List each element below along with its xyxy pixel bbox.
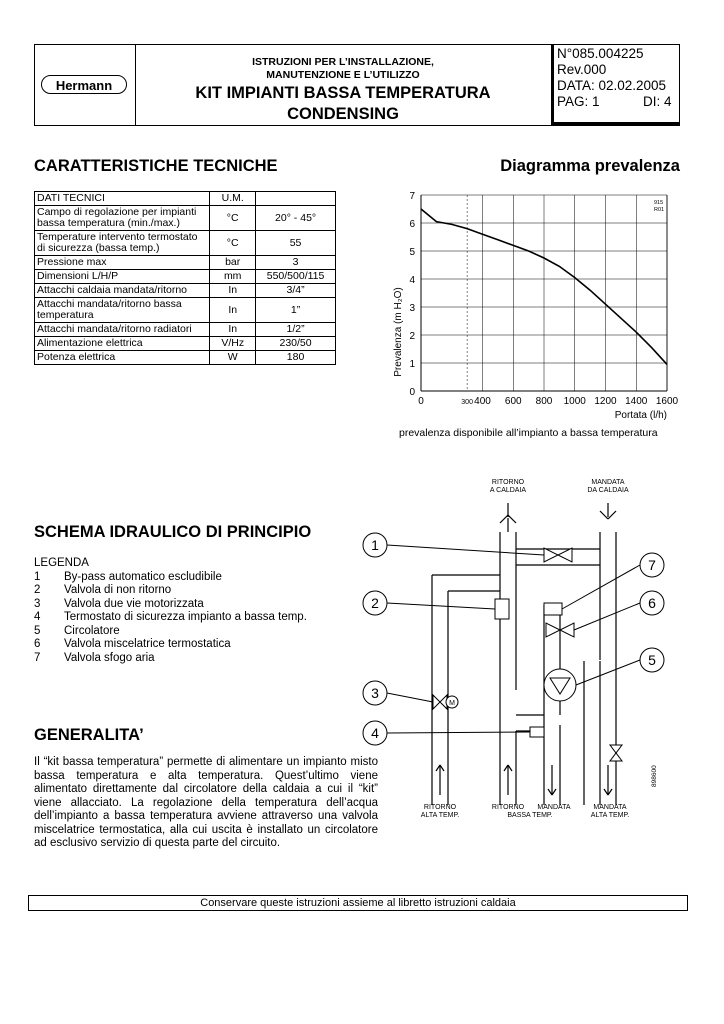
table-row	[35, 298, 336, 323]
subtitle: ISTRUZIONI PER L’INSTALLAZIONE, MANUTENZIONE E L’UTILIZZO	[252, 56, 434, 81]
legend-number: 7	[34, 651, 41, 664]
table-cell: 180	[256, 351, 336, 365]
legend-number: 5	[34, 624, 41, 637]
y-tick-label: 6	[409, 219, 415, 230]
table-row	[35, 231, 336, 256]
legend-number: 1	[34, 570, 41, 583]
x-tick-label: 1600	[655, 396, 679, 407]
table-cell: °C	[210, 206, 256, 231]
y-tick-label: 4	[409, 275, 415, 286]
table-row	[35, 284, 336, 298]
svg-text:ALTA TEMP.: ALTA TEMP.	[420, 812, 460, 819]
table-cell: 550/500/115	[256, 270, 336, 284]
legend-text: Valvola due vie motorizzata	[64, 597, 204, 610]
legend-item	[34, 584, 307, 598]
table-cell: 3/4”	[256, 284, 336, 298]
table-header-cell	[256, 192, 336, 206]
brand-logo: Hermann	[41, 75, 127, 94]
y-tick-label: 7	[409, 191, 415, 202]
svg-text:MANDATA: MANDATA	[593, 804, 627, 811]
table-cell: In	[210, 298, 256, 323]
document-title: KIT IMPIANTI BASSA TEMPERATURA CONDENSING	[195, 84, 491, 123]
y-tick-label: 5	[409, 247, 415, 258]
y-tick-label: 3	[409, 303, 415, 314]
table-row	[35, 323, 336, 337]
document-header	[34, 44, 680, 126]
page-info	[557, 94, 679, 110]
table-cell: V/Hz	[210, 337, 256, 351]
svg-text:RITORNO: RITORNO	[491, 804, 525, 811]
table-header-row	[35, 192, 336, 206]
chart-grid	[421, 195, 667, 391]
callout-5: 5	[648, 652, 656, 668]
table-row	[35, 351, 336, 365]
legend-item	[34, 652, 307, 666]
table-cell: Attacchi caldaia mandata/ritorno	[35, 284, 210, 298]
tech-heading: CARATTERISTICHE TECNICHE	[34, 157, 278, 175]
hydraulic-diagram	[360, 475, 690, 825]
x-tick-label: 0	[418, 396, 424, 407]
x-tick-label: 1200	[594, 396, 617, 407]
chart-code-top: 915	[654, 200, 664, 206]
legend-text: Valvola miscelatrice termostatica	[64, 638, 231, 650]
legend-text: By-pass automatico escludibile	[64, 570, 222, 583]
table-cell: Potenza elettrica	[35, 351, 210, 365]
table-cell: Alimentazione elettrica	[35, 337, 210, 351]
document-info	[551, 45, 679, 125]
table-cell: 20° - 45°	[256, 206, 336, 231]
footer-note: Conservare queste istruzioni assieme al libretto istruzioni caldaia	[28, 895, 688, 911]
tech-table-wrap	[34, 191, 336, 365]
table-cell: 1/2”	[256, 323, 336, 337]
table-cell: Temperature intervento termostato di sicurezza (bassa temp.)	[35, 231, 210, 256]
legend-title: LEGENDA	[34, 557, 89, 569]
page-total: DI: 4	[643, 94, 672, 109]
legend-item	[34, 598, 307, 612]
table-row	[35, 256, 336, 270]
table-cell: Campo di regolazione per impianti bassa temperatura (min./max.)	[35, 206, 210, 231]
y-axis-label: Prevalenza (m H₂O)	[393, 287, 404, 377]
table-cell: 3	[256, 256, 336, 270]
tech-table	[34, 191, 336, 365]
svg-text:BASSA TEMP.: BASSA TEMP.	[507, 812, 553, 819]
svg-text:DA CALDAIA: DA CALDAIA	[587, 487, 629, 494]
table-cell: Attacchi mandata/ritorno radiatori	[35, 323, 210, 337]
table-cell: 1”	[256, 298, 336, 323]
general-heading: GENERALITA’	[34, 726, 144, 744]
table-cell: W	[210, 351, 256, 365]
legend-item	[34, 638, 307, 652]
table-cell: bar	[210, 256, 256, 270]
callout-7: 7	[648, 557, 656, 573]
callout-6: 6	[648, 595, 656, 611]
table-cell: 55	[256, 231, 336, 256]
svg-text:ALTA TEMP.: ALTA TEMP.	[590, 812, 630, 819]
schema-heading: SCHEMA IDRAULICO DI PRINCIPIO	[34, 523, 312, 541]
legend-number: 3	[34, 597, 41, 610]
y-tick-label: 1	[409, 359, 415, 370]
y-tick-label: 2	[409, 331, 415, 342]
head-flow-chart	[388, 185, 688, 441]
table-cell: Attacchi mandata/ritorno bassa temperatura	[35, 298, 210, 323]
legend-text: Valvola sfogo aria	[64, 651, 155, 664]
x-tick-label: 300	[461, 399, 473, 406]
chart-caption: prevalenza disponibile all’impianto a bassa temperatura	[399, 427, 658, 439]
table-header-cell: U.M.	[210, 192, 256, 206]
legend-text: Circolatore	[64, 624, 120, 637]
table-row	[35, 270, 336, 284]
table-cell: °C	[210, 231, 256, 256]
legend	[34, 557, 307, 665]
callout-2: 2	[371, 595, 379, 611]
legend-item	[34, 625, 307, 639]
table-cell: 230/50	[256, 337, 336, 351]
doc-number: N°085.004225 Rev.000	[557, 46, 644, 77]
x-axis-label: Portata (l/h)	[614, 410, 667, 421]
legend-text: Valvola di non ritorno	[64, 584, 172, 596]
table-cell: Dimensioni L/H/P	[35, 270, 210, 284]
logo-cell	[35, 45, 136, 125]
table-row	[35, 337, 336, 351]
x-tick-label: 1400	[625, 396, 648, 407]
diagram-heading: Diagramma prevalenza	[500, 157, 680, 175]
svg-text:MANDATA: MANDATA	[537, 804, 571, 811]
table-cell: Pressione max	[35, 256, 210, 270]
x-tick-label: 400	[474, 396, 491, 407]
x-tick-label: 600	[504, 396, 522, 407]
schema-code: 898600	[651, 765, 658, 787]
table-header-cell: DATI TECNICI	[35, 192, 210, 206]
legend-item	[34, 611, 307, 625]
y-tick-label: 0	[409, 387, 415, 398]
svg-text:RITORNO: RITORNO	[423, 804, 457, 811]
chart-code-bottom: R01	[654, 207, 665, 213]
table-cell: mm	[210, 270, 256, 284]
callout-3: 3	[371, 685, 379, 701]
legend-text: Termostato di sicurezza impianto a bassa temp.	[64, 611, 307, 623]
table-cell: In	[210, 323, 256, 337]
legend-number: 2	[34, 584, 41, 596]
callout-4: 4	[371, 725, 379, 741]
table-cell: In	[210, 284, 256, 298]
title-cell	[135, 45, 551, 125]
x-tick-label: 1000	[563, 396, 586, 407]
svg-text:A CALDAIA: A CALDAIA	[489, 487, 527, 494]
legend-number: 4	[34, 611, 41, 623]
svg-text:MANDATA: MANDATA	[591, 479, 625, 486]
svg-text:RITORNO: RITORNO	[491, 479, 525, 486]
callout-1: 1	[371, 537, 379, 553]
motor-label: M	[449, 700, 455, 707]
doc-date: DATA: 02.02.2005	[557, 78, 667, 93]
legend-item	[34, 571, 307, 585]
legend-number: 6	[34, 638, 41, 650]
general-text: Il “kit bassa temperatura” permette di alimentare un impianto misto bassa temperatura e alta temperatura. Quest’ultimo viene alimentato direttamente dal circolatore della caldaia a cui il “kit” viene allacciato. La regolazione della temperatura dell’acqua dell’impianto a bassa temperatura avviene attraverso una valvola miscelatrice termostatica, alla cui uscita è installato un circolatore ad esclusivo servizio di questa parte del circuito.	[34, 756, 378, 849]
x-tick-label: 800	[535, 396, 553, 407]
table-row	[35, 206, 336, 231]
page-number: PAG: 1	[557, 94, 600, 109]
